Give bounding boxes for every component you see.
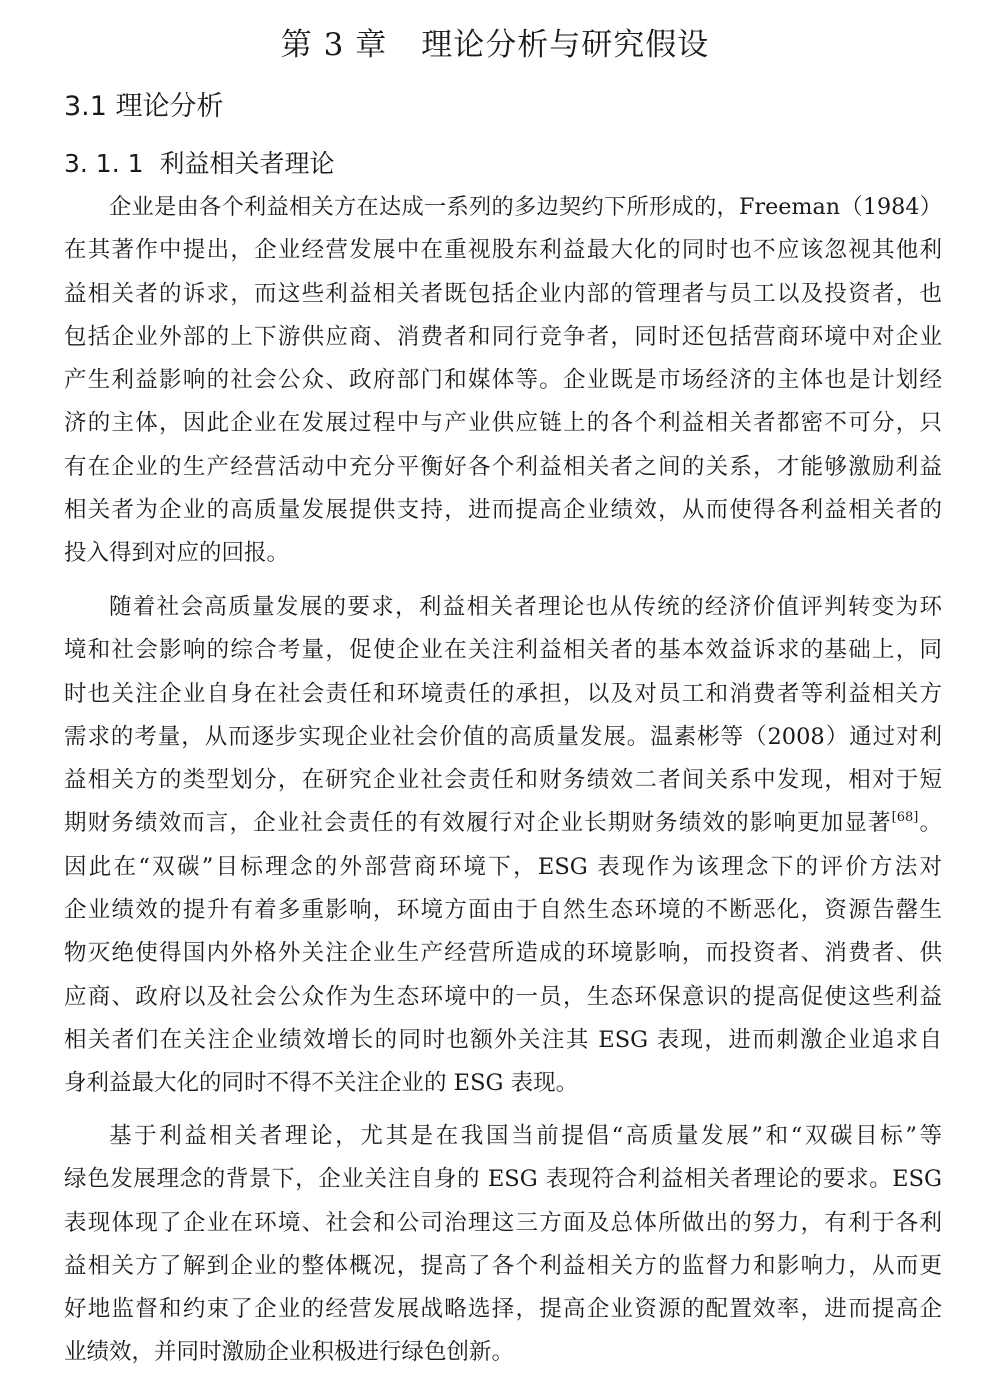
paragraph-line: 身利益最大化的同时不得不关注企业的 ESG 表现。 (64, 1070, 579, 1097)
paragraph-2 (64, 586, 942, 1106)
paragraph-line: 包括企业外部的上下游供应商、消费者和同行竞争者，同时还包括营商环境中对企业 (64, 323, 942, 350)
section-heading: 3.1 理论分析 (64, 91, 224, 122)
chapter-title: 理论分析与研究假设 (421, 27, 710, 63)
paragraph-line: 绿色发展理念的背景下，企业关注自身的 ESG 表现符合利益相关者理论的要求。ESG (64, 1166, 942, 1193)
paragraph-line: 有在企业的生产经营活动中充分平衡好各个利益相关者之间的关系，才能够激励利益 (64, 453, 942, 480)
paragraph-line-with-citation (64, 802, 942, 845)
subsection-number: 3. 1. 1 (64, 149, 144, 178)
paragraph-text: 期财务绩效而言，企业社会责任的有效履行对企业长期财务绩效的影响更加显著 (64, 810, 892, 837)
paragraph-line: 益相关方了解到企业的整体概况，提高了各个利益相关方的监督力和影响力，从而更 (64, 1252, 942, 1279)
paragraph-line: 益相关者的诉求，而这些利益相关者既包括企业内部的管理者与员工以及投资者，也 (64, 280, 942, 307)
paragraph-line: 业绩效，并同时激励企业积极进行绿色创新。 (64, 1339, 515, 1366)
citation-reference: [68] (891, 810, 919, 826)
paragraph-3 (64, 1115, 942, 1375)
paragraph-line: 相关者们在关注企业绩效增长的同时也额外关注其 ESG 表现，进而刺激企业追求自 (64, 1026, 942, 1053)
paragraph-line: 物灭绝使得国内外格外关注企业生产经营所造成的环境影响，而投资者、消费者、供 (64, 940, 942, 967)
paragraph-line: 基于利益相关者理论，尤其是在我国当前提倡“高质量发展”和“双碳目标”等 (109, 1123, 942, 1149)
chapter-heading (0, 20, 990, 70)
paragraph-line: 需求的考量，从而逐步实现企业社会价值的高质量发展。温素彬等（2008）通过对利 (64, 723, 942, 750)
paragraph-line: 应商、政府以及社会公众作为生态环境中的一员，生态环保意识的提高促使这些利益 (64, 983, 942, 1010)
paragraph-line: 济的主体，因此企业在发展过程中与产业供应链上的各个利益相关者都密不可分，只 (64, 410, 942, 437)
paragraph-line: 好地监督和约束了企业的经营发展战略选择，提高企业资源的配置效率，进而提高企 (64, 1296, 942, 1323)
paragraph-line: 境和社会影响的综合考量，促使企业在关注利益相关者的基本效益诉求的基础上，同 (64, 637, 942, 664)
paragraph-text: 。 (918, 810, 942, 837)
paragraph-line: 在其著作中提出，企业经营发展中在重视股东利益最大化的同时也不应该忽视其他利 (64, 237, 942, 264)
chapter-number: 第 3 章 (280, 27, 388, 63)
paragraph-line: 表现体现了企业在环境、社会和公司治理这三方面及总体所做出的努力，有利于各利 (64, 1209, 942, 1236)
paragraph-line: 相关者为企业的高质量发展提供支持，进而提高企业绩效，从而使得各利益相关者的 (64, 497, 942, 524)
paragraph-line: 因此在“双碳”目标理念的外部营商环境下，ESG 表现作为该理念下的评价方法对 (64, 853, 942, 880)
subsection-heading (64, 142, 335, 186)
paragraph-line: 企业绩效的提升有着多重影响，环境方面由于自然生态环境的不断恶化，资源告罄生 (64, 897, 942, 924)
paragraph-1 (64, 186, 942, 576)
paragraph-line: 投入得到对应的回报。 (64, 540, 290, 567)
subsection-title: 利益相关者理论 (159, 149, 335, 178)
paragraph-line: 随着社会高质量发展的要求，利益相关者理论也从传统的经济价值评判转变为环 (109, 594, 942, 620)
paragraph-line: 产生利益影响的社会公众、政府部门和媒体等。企业既是市场经济的主体也是计划经 (64, 367, 942, 394)
paragraph-line: 益相关方的类型划分，在研究企业社会责任和财务绩效二者间关系中发现，相对于短 (64, 767, 942, 794)
paragraph-line: 时也关注企业自身在社会责任和环境责任的承担，以及对员工和消费者等利益相关方 (64, 680, 942, 707)
paragraph-line: 企业是由各个利益相关方在达成一系列的多边契约下所形成的，Freeman（1984） (109, 194, 942, 220)
